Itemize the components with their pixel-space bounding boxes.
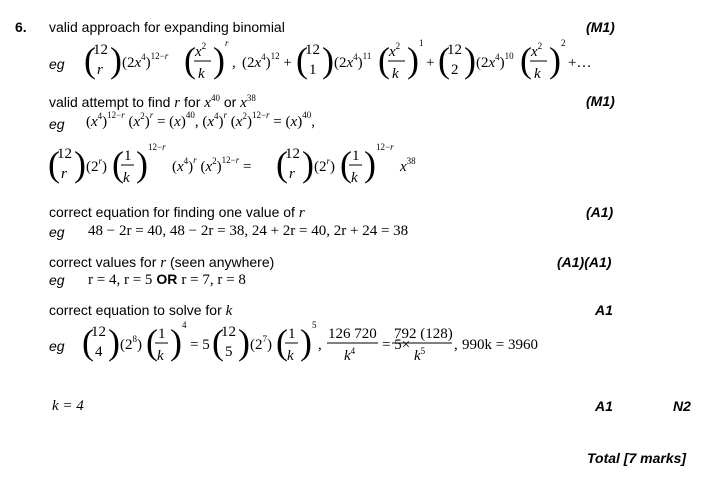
svg-text:(2r): (2$^r$) xyxy=(314,156,336,175)
svg-text:): ) xyxy=(108,322,120,362)
svg-text:k: k xyxy=(392,66,399,82)
svg-text:r: r xyxy=(225,38,229,48)
svg-text:= 5×: = 5× xyxy=(382,337,411,353)
svg-text:k4: $k^4$ xyxy=(344,346,356,364)
svg-text:+…: +… xyxy=(568,55,592,71)
svg-text:): ) xyxy=(364,144,376,184)
svg-text:x2: $x^2$ xyxy=(531,41,543,60)
step-2-mark: (M1) xyxy=(586,93,615,109)
step-2-description: valid attempt to find r for $x^{40}$ or $x^{38}$ xyxy=(49,93,256,111)
svg-text:(: ( xyxy=(438,40,450,80)
svg-text:(: ( xyxy=(296,40,308,80)
svg-text:2: 2 xyxy=(451,62,459,78)
svg-text:(: ( xyxy=(184,40,196,80)
svg-text:): ) xyxy=(322,40,334,80)
step-1-mark: (M1) xyxy=(586,19,615,35)
svg-text:k: k xyxy=(123,170,130,186)
step-4-values: r = 4, r = 5 OR r = 7, r = 8 xyxy=(88,271,246,288)
svg-text:12: 12 xyxy=(285,146,300,162)
svg-text:(: ( xyxy=(520,40,532,80)
svg-text:k5: $k^5$ xyxy=(414,346,426,364)
svg-text:x2: $x^2$ xyxy=(389,41,401,60)
svg-text:12: 12 xyxy=(57,146,72,162)
svg-text:+: + xyxy=(426,55,435,71)
svg-text:(: ( xyxy=(276,322,288,362)
step-2-general-term-equation xyxy=(48,140,448,192)
step-1-description: valid approach for expanding binomial xyxy=(49,19,285,35)
svg-text:(x4)r (x2)12−r =: $(x^4)^r$ $(x^2)^{12-}r$ = xyxy=(172,155,252,175)
step-1-eg-label: eg xyxy=(49,56,65,72)
svg-text:(x4)12−r (x2)r = (x)40, (x4)r: $(x^4)^{12-}r$ $(x^2)^r = (x)^{40}$, $(x^4)^r$ $(x^2)^{12-}r = (x)^{40}$, xyxy=(86,110,315,130)
svg-text:k: k xyxy=(198,66,205,82)
step-3-eg-label: eg xyxy=(49,224,65,240)
svg-text:1: 1 xyxy=(352,148,360,164)
svg-text:): ) xyxy=(136,144,148,184)
svg-text:4: 4 xyxy=(95,344,103,360)
svg-text:): ) xyxy=(74,144,86,184)
svg-text:): ) xyxy=(213,40,225,80)
svg-text:): ) xyxy=(300,322,312,362)
svg-text:12−r: 12−r xyxy=(376,142,394,152)
svg-text:1: 1 xyxy=(288,326,296,342)
svg-text:1: 1 xyxy=(158,326,166,342)
binom-top: 12 xyxy=(93,42,108,58)
svg-text:1: 1 xyxy=(309,62,317,78)
svg-text:(: ( xyxy=(340,144,352,184)
svg-text:126 720: 126 720 xyxy=(328,326,377,342)
svg-text:2: 2 xyxy=(561,38,566,48)
binom-bottom: r xyxy=(97,62,103,78)
svg-text:): ) xyxy=(549,40,561,80)
svg-text:12: 12 xyxy=(91,324,106,340)
svg-text:): ) xyxy=(464,40,476,80)
svg-text:(2x4)10: $(2x^4)^{10}$ xyxy=(476,51,514,71)
svg-text:12−r: 12−r xyxy=(148,142,166,152)
paren-right: ) xyxy=(110,40,122,80)
svg-text:,: , xyxy=(318,337,322,353)
svg-text:): ) xyxy=(407,40,419,80)
svg-text:(: ( xyxy=(82,322,94,362)
step-4-mark: (A1)(A1) xyxy=(557,254,612,270)
svg-text:(2r): (2$^r$) xyxy=(86,156,108,175)
svg-text:= 5: = 5 xyxy=(190,337,210,353)
step-2-eg-label: eg xyxy=(49,116,65,132)
svg-text:(: ( xyxy=(212,322,224,362)
svg-text:k: k xyxy=(534,66,541,82)
paren-left: ( xyxy=(84,40,96,80)
total-marks: Total [7 marks] xyxy=(587,450,687,466)
step-2-exponent-equation xyxy=(86,106,386,134)
svg-text:r: r xyxy=(289,166,295,182)
svg-text:(2x4)11: $(2x^4)^{11}$ xyxy=(334,51,372,71)
svg-text:12: 12 xyxy=(305,42,320,58)
step-3-description: correct equation for finding one value of r xyxy=(49,204,305,221)
svg-text:12: 12 xyxy=(221,324,236,340)
term-a: $(2x^4)^{12-}r$ xyxy=(122,51,169,71)
step-4-eg-label: eg xyxy=(49,272,65,288)
svg-text:792 (128): 792 (128) xyxy=(394,326,453,342)
step-5-description: correct equation to solve for k xyxy=(49,302,233,319)
svg-text:x38: $x^{38}$ xyxy=(400,156,416,175)
svg-text:,: , xyxy=(232,55,236,71)
svg-text:(: ( xyxy=(276,144,288,184)
question-number: 6. xyxy=(15,19,27,35)
svg-text:(: ( xyxy=(112,144,124,184)
svg-text:): ) xyxy=(238,322,250,362)
svg-text:5: 5 xyxy=(225,344,233,360)
step-5-eg-label: eg xyxy=(49,338,65,354)
step-5-final-equation: 990k = 3960 xyxy=(462,337,538,353)
svg-text:r: r xyxy=(61,166,67,182)
answer-code: N2 xyxy=(673,398,691,414)
svg-text:5: 5 xyxy=(312,320,317,330)
svg-text:1: 1 xyxy=(124,148,132,164)
svg-text:k: k xyxy=(157,348,164,364)
svg-text:k: k xyxy=(287,348,294,364)
step-4-description: correct values for r (seen anywhere) xyxy=(49,254,275,271)
svg-text:x2: $x^2$ xyxy=(195,41,207,60)
svg-text:(: ( xyxy=(378,40,390,80)
svg-text:4: 4 xyxy=(182,320,187,330)
svg-text:): ) xyxy=(170,322,182,362)
svg-text:(28): $(2^8)$ xyxy=(120,334,142,353)
step-3-mark: (A1) xyxy=(586,204,614,220)
svg-text:1: 1 xyxy=(419,38,424,48)
step-1-binomial-expansion xyxy=(84,36,592,88)
answer-mark: A1 xyxy=(595,398,613,414)
svg-text:(: ( xyxy=(48,144,60,184)
step-5-mark: A1 xyxy=(595,302,613,318)
svg-text:(2x4)12 +: $(2x^4)^{12}$ + xyxy=(242,51,292,71)
svg-text:12: 12 xyxy=(447,42,462,58)
svg-text:k: k xyxy=(351,170,358,186)
svg-text:(27): $(2^7)$ xyxy=(250,334,272,353)
svg-text:(: ( xyxy=(146,322,158,362)
svg-text:,: , xyxy=(454,337,458,353)
final-answer: k = 4 xyxy=(52,398,84,414)
svg-text:): ) xyxy=(302,144,314,184)
step-3-equations: 48 − 2r = 40, 48 − 2r = 38, 24 + 2r = 40, 2r + 24 = 38 xyxy=(88,223,409,239)
